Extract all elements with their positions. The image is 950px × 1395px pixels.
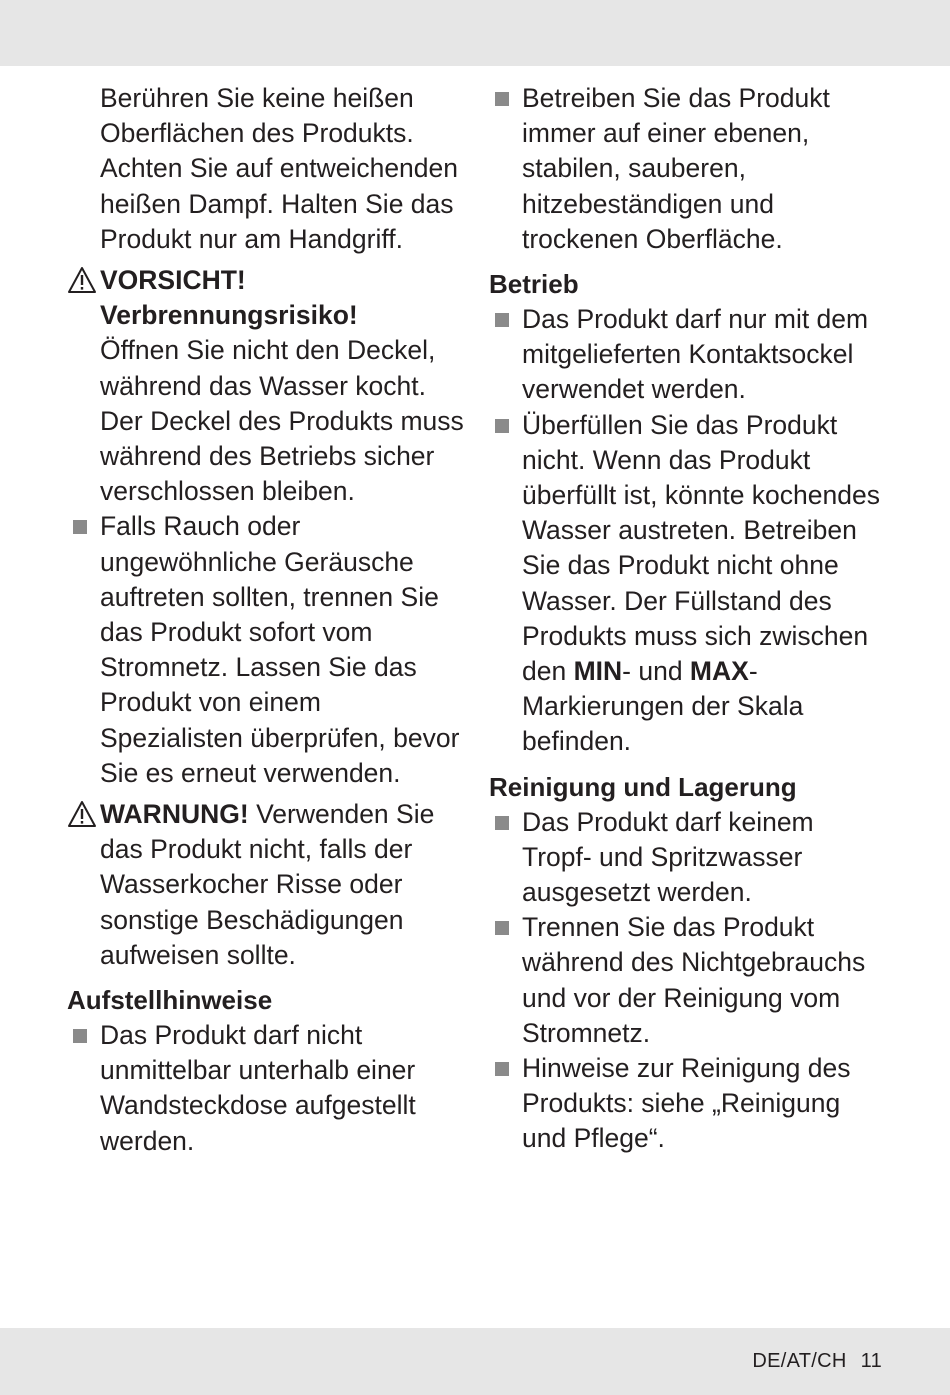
cleaning-bullet-reference: Hinweise zur Reinigung des Produkts: siehe „Reinigung und Pflege“. (489, 1051, 889, 1157)
warning-triangle-icon (67, 800, 97, 828)
right-column (489, 81, 889, 1157)
left-column (67, 81, 467, 1159)
top-band (0, 0, 950, 66)
setup-bullet: Das Produkt darf nicht unmittelbar unterhalb einer Wandsteckdose aufgestellt werden. (67, 1018, 467, 1159)
setup-heading: Aufstellhinweise (67, 985, 273, 1016)
page-number: 11 (860, 1350, 882, 1372)
min-mark: MIN (573, 656, 623, 687)
fill-text-post: -Markierungen der Skala befinden. (522, 656, 804, 757)
cleaning-bullet-unplug: Trennen Sie das Produkt während des Nichtgebrauchs und vor der Reinigung vom Stromnetz. (489, 910, 889, 1051)
warning-block (67, 797, 467, 973)
cleaning-heading: Reinigung und Lagerung (489, 771, 797, 802)
caution-title: VORSICHT! (100, 265, 246, 296)
locale-label: DE/AT/CH (752, 1350, 847, 1372)
caution-text: Öffnen Sie nicht den Deckel, während das Wasser kocht. Der Deckel des Produkts muss während des Betriebs sicher verschlossen bleiben. (100, 335, 464, 507)
caution-subtitle: Verbrennungsrisiko! (100, 300, 358, 331)
surface-bullet: Betreiben Sie das Produkt immer auf einer ebenen, stabilen, sauberen, hitzebeständigen und trockenen Oberfläche. (489, 81, 889, 257)
fill-text-pre: Überfüllen Sie das Produkt nicht. Wenn das Produkt überfüllt ist, könnte kochendes Wasser austreten. Betreiben Sie das Produkt nicht ohne Wasser. Der Füllstand des Produkts muss sich zwischen den (522, 409, 880, 687)
max-mark: MAX (689, 656, 749, 687)
warning-triangle-icon (67, 266, 97, 294)
cleaning-bullet-water: Das Produkt darf keinem Tropf- und Spritzwasser ausgesetzt werden. (489, 805, 889, 911)
operation-heading: Betrieb (489, 269, 579, 300)
hot-surface-text: Berühren Sie keine heißen Oberflächen des Produkts. Achten Sie auf entweichenden heißen Dampf. Halten Sie das Produkt nur am Handgriff. (100, 83, 459, 254)
warning-text: Verwenden Sie das Produkt nicht, falls der Wasserkocher Risse oder sonstige Beschädigungen aufweisen sollte. (100, 799, 435, 970)
warning-title: WARNUNG! (100, 799, 249, 830)
operation-bullet-fill (489, 408, 889, 760)
fill-text-mid: - und (622, 656, 690, 687)
operation-bullet-base: Das Produkt darf nur mit dem mitgelieferten Kontaktsockel verwendet werden. (489, 302, 889, 408)
smoke-bullet: Falls Rauch oder ungewöhnliche Geräusche auftreten sollten, trennen Sie das Produkt sofort vom Stromnetz. Lassen Sie das Produkt von einem Spezialisten überprüfen, bevor Sie es erneut verwenden. (67, 509, 467, 791)
caution-block (67, 263, 467, 509)
page-footer (752, 1350, 882, 1373)
